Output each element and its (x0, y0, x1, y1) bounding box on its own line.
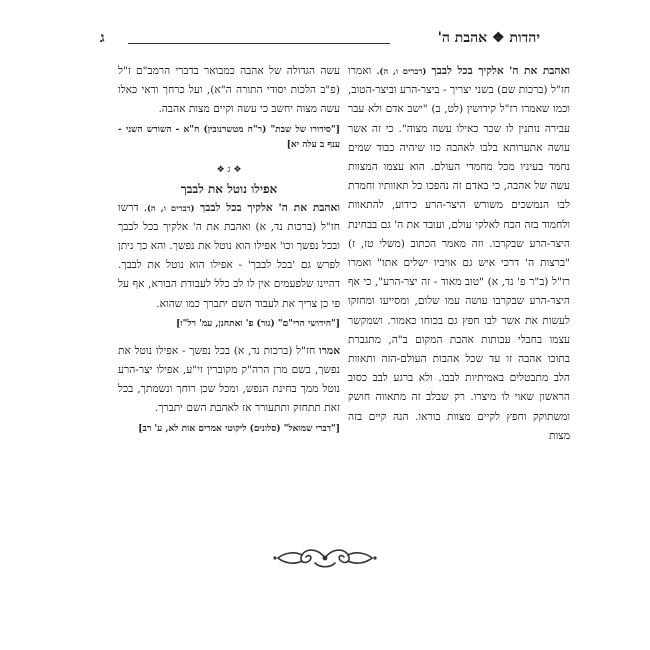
paragraph (118, 342, 340, 419)
source-citation: ["סידורו של שבת" (ר"ח מטשרנובין) ח"א - השורש השני - ענף ב עלה יא] (118, 124, 340, 150)
paragraph-text: דרשו חז"ל (ברכות נד, א) ואהבת את ה' אלקיך בכל לבבך ובכל נפשך וכו' אפילו הוא נוטל את נפשך. והא כך ניתן לפרש גם 'בכל לבבך' - אפילו הוא נוטל את לבבך. דהיינו שלפעמים אין לו לב כלל לעבודת הבורא, אף על פי כן צריך את לעבוד השם יתברך כמו שהוא. (118, 201, 340, 310)
paragraph (348, 62, 570, 446)
verse-reference: (דברים ו, ה). (144, 202, 195, 213)
verse-reference: (דברים ו, ה). (376, 66, 427, 76)
paragraph-lead: אמרו (319, 344, 340, 357)
source-citation: ["חידושי הרי"ם" (גור) פ' ואתחנן, עמ' רל"ו] (176, 318, 340, 329)
right-column (348, 62, 570, 446)
section-number (118, 163, 340, 177)
section-ornament: ❖ ג ❖ (216, 164, 242, 175)
running-header (100, 30, 540, 50)
spacer (118, 332, 340, 342)
paragraph-text: עשה הגדולה של אהבה כמבואר בדברי הרמב"ם ז"ל (פ"ב הלכות יסודי התורה ה"א), ועל כרחך ודאי כאלו עשה מצוה יחשב כי עשה וקיים מצות אהבה. (118, 65, 340, 116)
page-number: ג (100, 30, 105, 46)
running-title: יהדות ❖ אהבת ה' (437, 30, 540, 46)
decorative-ornament (0, 545, 650, 571)
verse-lead: ואהבת את ה' אלקיך בכל לבבך (200, 201, 341, 214)
section-title: אפילו נוטל את לבבך (180, 181, 278, 196)
paragraph-text: חז"ל (ברכות נד, א) בכל נפשך - אפילו נוטל את נפשך, בשם מרן הרה"ק מקוברין זי"ע, אפילו יצר-הרע נוטל ממך בחינת הנפש, ומכל שכן רוחך ונשמתך, בכל זאת תתחזק ותתעורר אז לאהבת השם יתברך. (118, 344, 340, 415)
source-citation: ["דברי שמואל" (סלונים) ליקוטי אמרים אות לא, ע' רב] (138, 423, 340, 434)
paragraph-text: ואמרו חז"ל (ברכות שם) בשני יצריך - ביצר-הרע וביצר-הטוב, וכמו שאמרו רז"ל קידושין (לט, ב) "ישב אדם ולא עבר עבירה נותנין לו שכר כאילו עשה מצוה". כי זה אשר עושה אתערותא בלבו לאהבה כזו שיהיה כבוד שמים נחמד בעיניו מכל מחמדי העולם. הוא עצמו המצוות עשה של אהבה, כי באדם זה נהפכו כל תאוותיו וחמדת לבו הנמשכים משורש היצר-הרע כידוע, להתאוות ולחמוד בזה הכח לאלקי עולם, ועובד את ה' גם בבחינת היצר-הרע שבקרבו. וזה מאמר הכתוב (משלי טז, ז) "ברצות ה' דרכי איש גם אויביו ישלים אתו" ואמרו רז"ל (ב"ר פ' נד, א) "טוב מאוד - זה יצר-הרע", כי אף היצר-הרע שבקרבו עושה עמו שלום, ומסייעו ומחזקו לעשות את אשר לבו חפץ גם בכוחו כאמור. ושמקשר עצמו בחבלי עבותות אהבת המקום ב"ה, מתגברת בתוכו אהבה זו עד שכל אהבות העולם-הזה ותאוות הלב מתבטלים באמיתיות לבבו. ולא ברגע לבב כסוב הראשון שאוי לו מיצרו. רק שבלב זה מתאווה חושק ומשתוקק וחפץ לקיים מצוות בוראו. הנה קיים בזה מצות (348, 65, 570, 442)
ornament-flourish-icon (270, 545, 380, 571)
header-rule (128, 43, 390, 44)
left-column (118, 62, 340, 437)
paragraph (118, 199, 340, 314)
verse-lead: ואהבת את ה' אלקיך בכל לבבך (431, 65, 570, 77)
